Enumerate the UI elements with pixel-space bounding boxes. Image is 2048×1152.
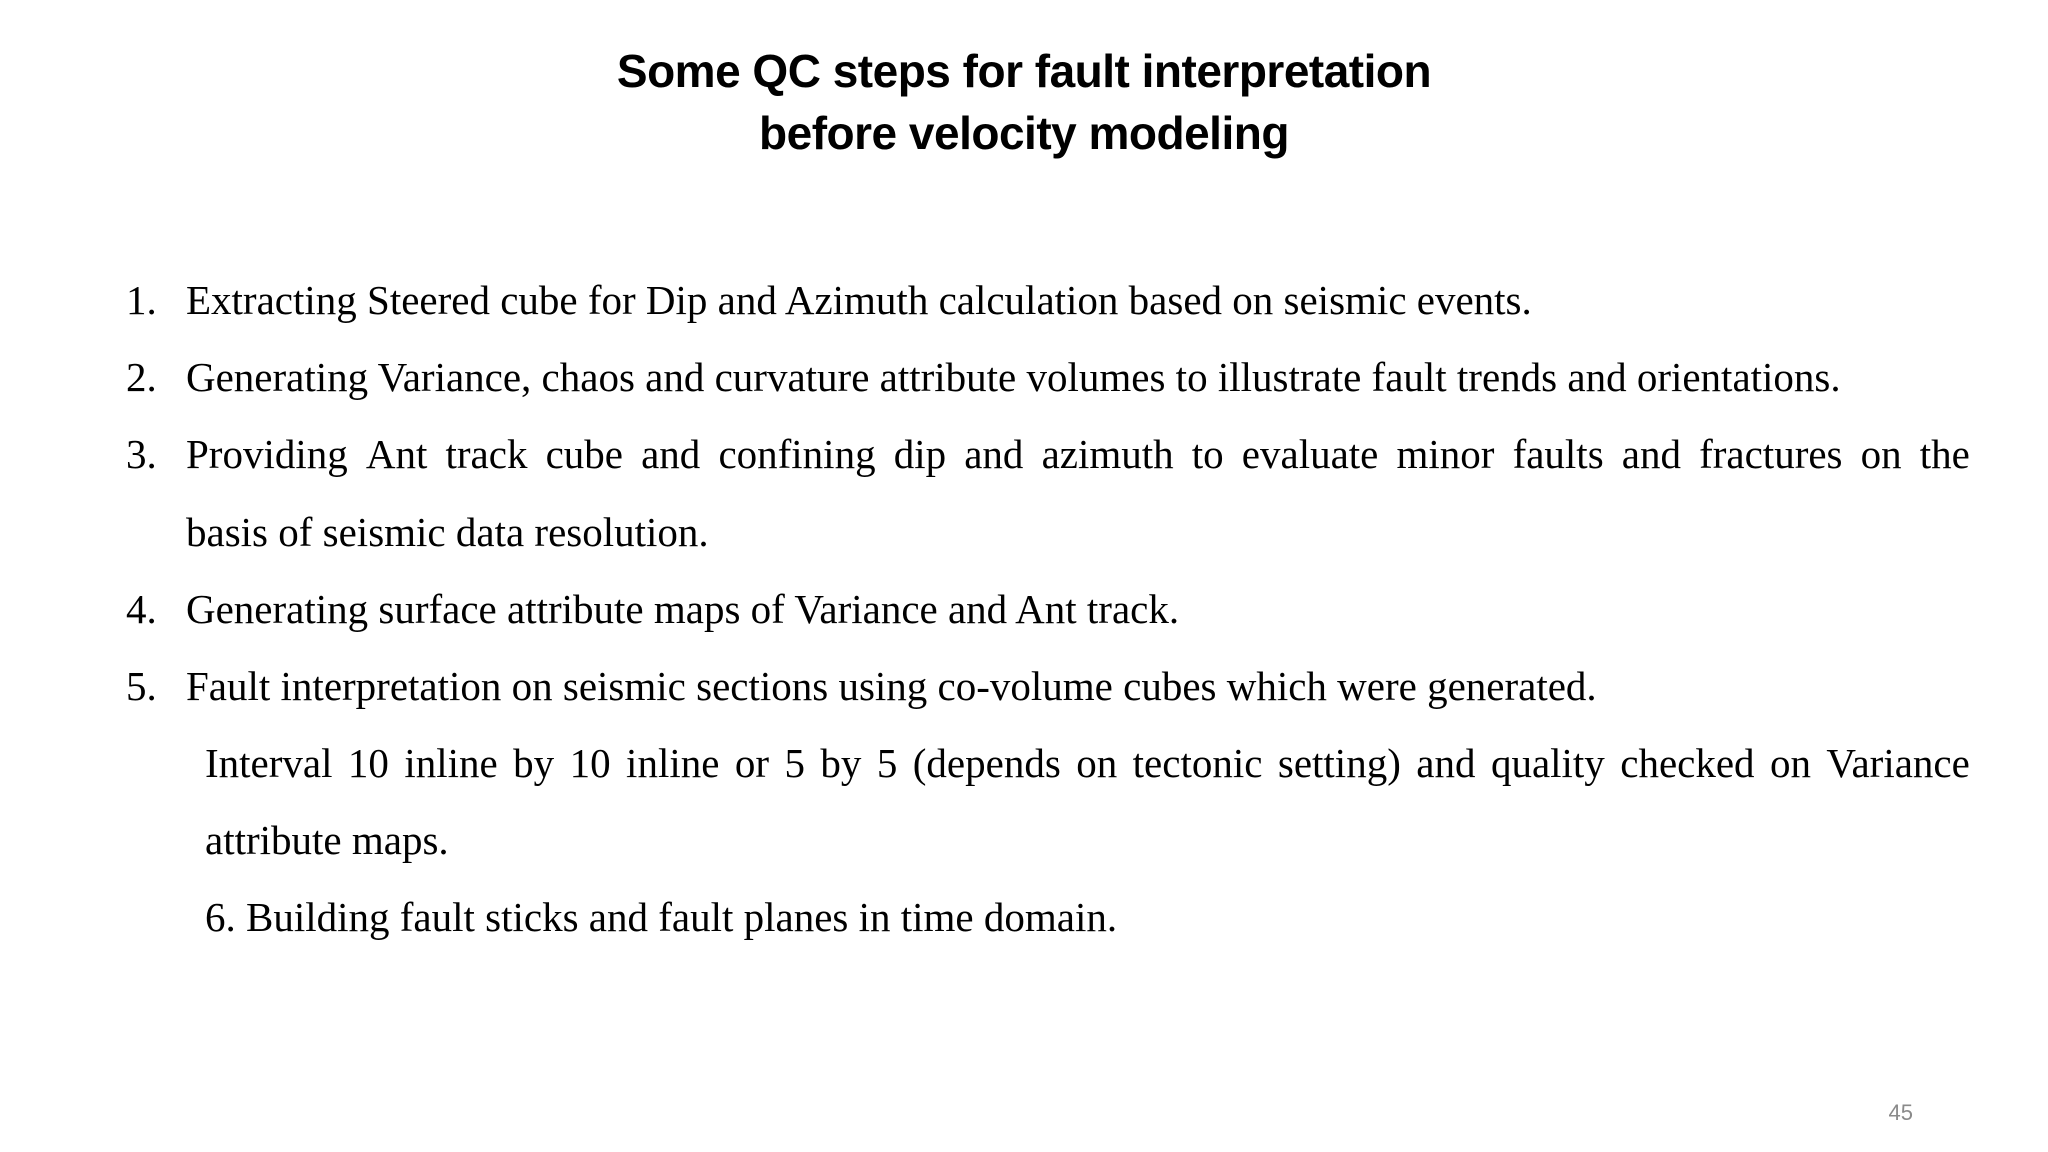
list-item-5-sub-line-1-word: (depends [912, 740, 1061, 786]
list-item-4 [0, 570, 2048, 648]
list-item-4-text: Generating surface attribute maps of Variance and Ant track. [186, 586, 1180, 632]
list-item-3-line-1-word: and [641, 431, 701, 477]
list-item-3-line-1-word: track [445, 431, 528, 477]
list-item-5-sub-line-1-word: Interval [205, 740, 333, 786]
list-item-3-number: 3. [126, 431, 157, 477]
list-item-3-line-1-word: evaluate [1241, 431, 1379, 477]
list-item-3-line-1-word: and [964, 431, 1024, 477]
list-item-1 [0, 261, 2048, 339]
list-item-1-text: Extracting Steered cube for Dip and Azimuth calculation based on seismic events. [186, 277, 1532, 323]
list-item-5-number: 5. [126, 663, 157, 709]
list-item-3-line-1-word: azimuth [1041, 431, 1174, 477]
list-item-3-line-1-word: dip [893, 431, 947, 477]
slide-title-line-1: Some QC steps for fault interpretation [616, 45, 1432, 97]
list-item-5-sub-line-1-word: or [734, 740, 770, 786]
list-item-1-number: 1. [126, 277, 157, 323]
list-item-6 [0, 878, 2048, 956]
list-item-2-number: 2. [126, 354, 157, 400]
list-item-5-text: Fault interpretation on seismic sections using co-volume cubes which were generated. [186, 663, 1597, 709]
list-item-6-text: 6. Building fault sticks and fault planes in time domain. [205, 894, 1118, 940]
list-item-3-line-1-word: and [1621, 431, 1681, 477]
list-item-3 [0, 415, 2048, 493]
list-item-5-sub-line-1-word: inline [626, 740, 720, 786]
list-item-3-line-1-word: Providing [186, 431, 348, 477]
list-item-3-line-1-word: Ant [365, 431, 428, 477]
list-item-3-line-1-word: to [1191, 431, 1224, 477]
list-item-3-line-1-word: minor [1396, 431, 1495, 477]
list-item-5-sub-line-1-word: 10 [347, 740, 389, 786]
list-item-5-sub-line-1-word: 5 [784, 740, 805, 786]
list-item-3-continuation [0, 493, 2048, 571]
list-item-3-line-1 [186, 415, 1970, 493]
list-item-5-sub-line-1-word: setting) [1277, 740, 1401, 786]
list-item-5-sub-line-1 [0, 724, 2048, 802]
list-item-3-line-1-word: fractures [1699, 431, 1843, 477]
list-item-4-number: 4. [126, 586, 157, 632]
list-item-5-sub-line-1-word: by [513, 740, 555, 786]
list-item-5-sub-line-1-word: 10 [569, 740, 611, 786]
list-item-5-sub-text-2: attribute maps. [205, 817, 449, 863]
list-item-5-sub-line-1-word: by [820, 740, 862, 786]
list-item-5-sub-line-1-word: Variance [1826, 740, 1970, 786]
list-item-5-sub-line-1-word: tectonic [1132, 740, 1263, 786]
list-item-5-sub-line-1-word: and [1416, 740, 1476, 786]
list-item-5-sub-line-1-word: on [1076, 740, 1118, 786]
list-item-3-line-1-word: confining [718, 431, 876, 477]
list-item-3-line-1-word: the [1919, 431, 1970, 477]
page-number: 45 [1888, 1100, 1913, 1125]
slide-title-line-2: before velocity modeling [759, 107, 1289, 159]
list-item-5-sub-line-1-word: inline [404, 740, 498, 786]
list-item-5-sub-line-1-word: checked [1620, 740, 1755, 786]
list-item-5-sub-line-1-word: 5 [876, 740, 898, 786]
list-item-3-line-2: basis of seismic data resolution. [186, 509, 709, 555]
list-item-3-line-1-word: faults [1512, 431, 1604, 477]
list-item-2-text: Generating Variance, chaos and curvature attribute volumes to illustrate fault trends and orientations. [186, 354, 1841, 400]
list-item-3-line-1-word: cube [545, 431, 623, 477]
list-item-5 [0, 647, 2048, 725]
list-item-5-sub-line-1-word: quality [1490, 740, 1605, 786]
list-item-5-sub-line-2 [0, 801, 2048, 879]
list-item-5-sub-text-1 [205, 724, 1970, 802]
list-item-3-line-1-word: on [1860, 431, 1902, 477]
list-item-2 [0, 338, 2048, 416]
list-item-5-sub-line-1-word: on [1769, 740, 1811, 786]
